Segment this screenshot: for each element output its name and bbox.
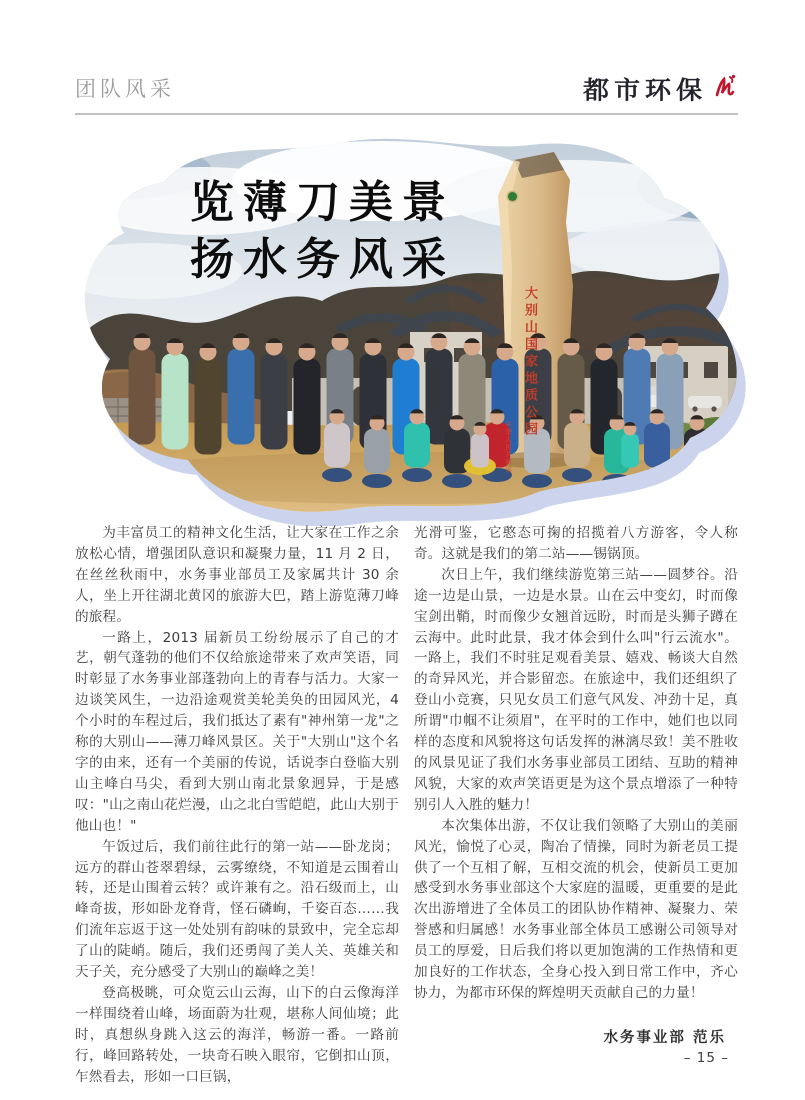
paragraph: 一路上，2013 届新员工纷纷展示了自己的才艺，朝气蓬勃的他们不仅给旅途带来了欢声笑语，同时彰显了水务事业部蓬勃向上的青春与活力。大家一边谈笑风生，一边沿途观赏美轮美奂的田园风光，4 个小时的车程过后，我们抵达了素有"神州第一龙"之称的大别山——薄刀峰风景区。关于"大别山"这个名字的由来，还有一个美丽的传说，话说李白登临大别山主峰白马尖，看到大别山南北景象迥异，于是感叹："山之南山花烂漫，山之北白雪皑皑，此山大别于他山也！" (75, 629, 399, 834)
photo-headline (190, 174, 455, 288)
logo-seal-icon (711, 73, 737, 103)
brand-logo (583, 70, 737, 107)
page-header (75, 66, 737, 110)
section-title: 团队风采 (75, 77, 175, 101)
article-body (75, 523, 738, 1087)
paragraph: 光滑可鉴，它憨态可掬的招揽着八方游客，令人称奇。这就是我们的第二站——锡锅顶。 (414, 525, 738, 562)
photo-headline-line1: 览薄刀美景 (190, 177, 455, 228)
monument-inscription: 大别山国家地质公园 (522, 286, 537, 439)
paragraph: 本次集体出游，不仅让我们领略了大别山的美丽风光，愉悦了心灵，陶冶了情操，同时为新老员工提供了一个互相了解，互相交流的机会，使新员工更加感受到水务事业部这个大家庭的温暖，更重要的是此次出游增进了全体员工的团队协作精神、凝聚力、荣誉感和归属感！水务事业部全体员工感谢公司领导对员工的厚爱，日后我们将以更加饱满的工作热情和更加良好的工作状态，全身心投入到日常工作中，齐心协力，为都市环保的辉煌明天贡献自己的力量！ (414, 817, 738, 1001)
header-divider (75, 113, 738, 115)
paragraph: 次日上午，我们继续游览第三站——圆梦谷。沿途一边是山景，一边是水景。山在云中变幻，时而像宝剑出鞘，时而像少女翘首远盼，时而是头狮子蹲在云海中。此时此景，我才体会到什么叫"行云流水"。一路上，我们不时驻足观看美景、嬉戏、畅谈大自然的奇异风光，并合影留恋。在旅途中，我们还组织了登山小竞赛，只见女员工们意气风发、冲劲十足，真所谓"巾帼不让须眉"，在平时的工作中，她们也以同样的态度和风貌将这句话发挥的淋漓尽致！美不胜收的风景见证了我们水务事业部员工团结、互助的精神风貌，大家的欢声笑语更是为这个景点增添了一种特别引人入胜的魅力！ (414, 566, 738, 813)
paragraph: 为丰富员工的精神文化生活，让大家在工作之余放松心情，增强团队意识和凝聚力量，11 月 2 日，在丝丝秋雨中，水务事业部员工及家属共计 30 余人，坐上开往湖北黄冈的旅游大巴，踏上游览薄刀峰的旅程。 (75, 525, 399, 625)
paragraph: 午饭过后，我们前往此行的第一站——卧龙岗；远方的群山苍翠碧绿，云雾缭绕，不知道是云围着山转，还是山围着云转？或许兼有之。沿石级而上，山峰奇拔，形如卧龙脊背，怪石磷峋，千姿百态……我们流年忘返于这一处处别有韵味的景致中，完全忘却了山的陡峭。随后，我们还勇闯了美人关、英雄关和天子关，充分感受了大别山的巅峰之美！ (75, 838, 399, 981)
page-number: – 15 – (683, 1050, 729, 1066)
article-column-2 (414, 523, 738, 1087)
author-signature: 水务事业部 范乐 (603, 1029, 726, 1046)
article-column-1 (75, 523, 399, 1087)
paragraph: 登高极眺，可众览云山云海，山下的白云像海洋一样围绕着山峰，场面蔚为壮观，堪称人间仙境；此时，真想纵身跳入这云的海洋，畅游一番。一路前行，峰回路转处，一块奇石映入眼帘，它倒扣山顶，乍然看去，形如一口巨锅， (75, 984, 399, 1085)
brand-logo-text: 都市环保 (582, 76, 707, 105)
photo-headline-line2: 扬水务风采 (190, 234, 455, 286)
monument-sub-inscription: 中华人民共和国 (504, 421, 512, 474)
group-photo (52, 126, 760, 526)
monument-emblem-icon (508, 192, 517, 201)
